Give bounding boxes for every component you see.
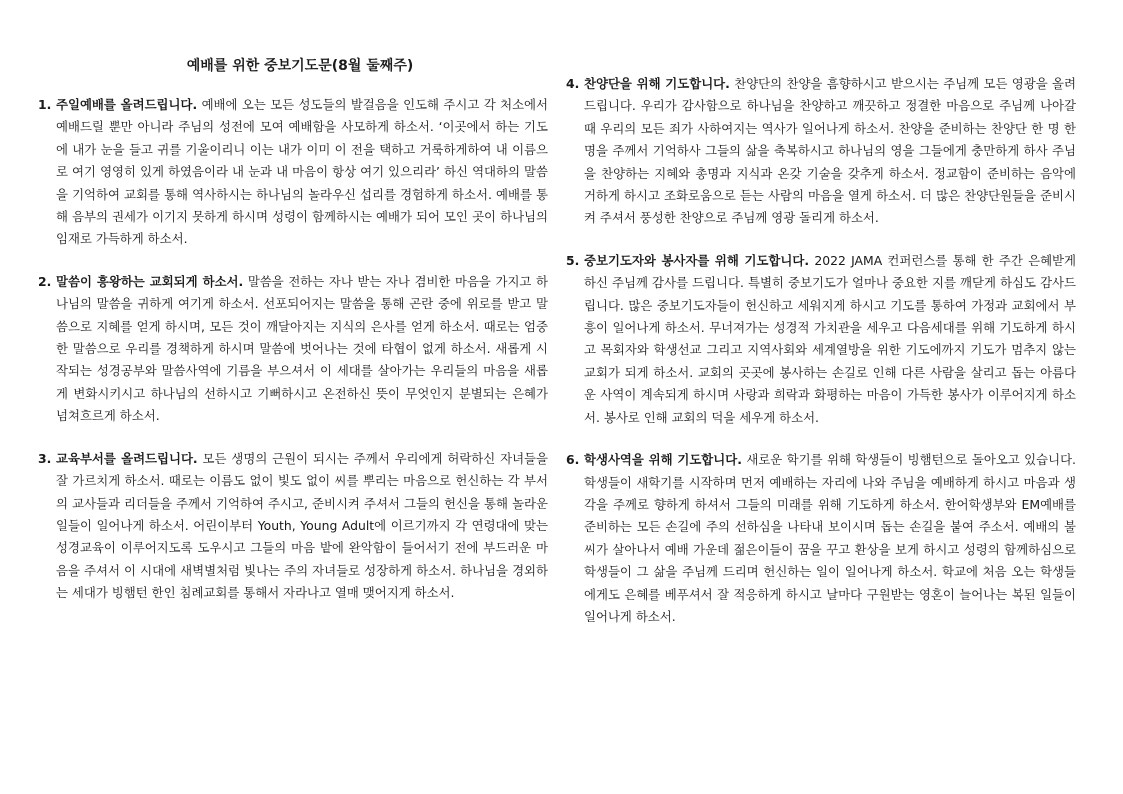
item-number: 6. <box>566 452 580 468</box>
item-body: 2022 JAMA 컨퍼런스를 통해 한 주간 은혜받게 하신 주님께 감사를 드립니다. 특별히 중보기도가 얼마나 중요한 지를 깨닫게 하심도 감사드립니다. 많은 중보기도자들이 헌신하고 세워지게 하시고 기도를 통하여 가정과 교회에서 부흥이 일어나게 하소서. 무너져가는 성경적 가치관을 세우고 다음세대를 위해 기도하게 하시고 목회자와 학생선교 그리고 지역사회와 세계열방을 위한 기도에까지 기도가 멈추지 않는 교회가 되게 하소서. 교회의 곳곳에 봉사하는 손길로 인해 다른 사람을 살리고 돕는 아름다운 사역이 계속되게 하시며 사랑과 희락과 화평하는 마음이 가득한 봉사가 이루어지게 하소서. 봉사로 인해 교회의 덕을 세우게 하소서. <box>584 252 1076 425</box>
prayer-item-3 <box>38 448 548 605</box>
item-heading: 주일예배를 올려드립니다. <box>56 97 198 112</box>
item-heading: 말씀이 흥왕하는 교회되게 하소서. <box>56 273 244 289</box>
item-heading: 찬양단을 위해 기도합니다. <box>584 76 730 91</box>
right-column <box>566 73 1076 648</box>
item-heading: 중보기도자와 봉사자를 위해 기도합니다. <box>584 252 810 268</box>
item-body: 새로운 학기를 위해 학생들이 빙햄턴으로 돌아오고 있습니다. 학생들이 새학기를 시작하며 먼저 예배하는 자리에 나와 주님을 예배하게 하시고 마음과 생각을 주께로 향하게 하셔서 그들의 미래를 위해 기도하게 하소서. 한어학생부와 EM예배를 준비하는 모든 손길에 주의 선하심을 나타내 보이시며 돕는 손길을 붙여 주소서. 예배의 불씨가 살아나서 예배 가운데 젊은이들이 꿈을 꾸고 환상을 보게 하시고 성령의 함께하심으로 학생들이 그 삶을 주님께 드리며 헌신하는 일이 일어나게 하소서. 학교에 처음 오는 학생들에게도 은혜를 베푸셔서 잘 적응하게 하시고 날마다 구원받는 영혼이 늘어나는 복된 일들이 일어나게 하소서. <box>584 452 1076 624</box>
prayer-item-6 <box>566 449 1076 628</box>
prayer-item-4 <box>566 73 1076 230</box>
item-number: 1. <box>38 97 52 112</box>
prayer-item-2 <box>38 271 548 428</box>
item-body: 말씀을 전하는 자나 받는 자나 겸비한 마음을 가지고 하나님의 말씀을 귀하게 여기게 하소서. 선포되어지는 말씀을 통해 곤란 중에 위로를 받고 말씀으로 지혜를 얻게 하시며, 모든 것이 깨달아지는 지식의 은사를 얻게 하소서. 때로는 엄중한 말씀으로 우리를 경책하게 하시며 말씀에 벗어나는 것에 타협이 없게 하소서. 새롭게 시작되는 성경공부와 말씀사역에 기름을 부으셔서 이 세대를 살아가는 우리들의 마음을 새롭게 변화시키시고 하나님의 선하시고 기뻐하시고 온전하신 뜻이 무엇인지 분별되는 은혜가 넘쳐흐르게 하소서. <box>56 273 548 424</box>
item-number: 2. <box>38 273 52 289</box>
item-body: 모든 생명의 근원이 되시는 주께서 우리에게 허락하신 자녀들을 잘 가르치게 하소서. 때로는 이름도 없이 빛도 없이 씨를 뿌리는 마음으로 헌신하는 각 부서의 교사들과 리더들을 주께서 기억하여 주시고, 준비시켜 주셔서 그들의 헌신을 통해 놀라운 일들이 일어나게 하소서. 어린이부터 Youth, Young Adult에 이르기까지 각 연령대에 맞는 성경교육이 이루어지도록 도우시고 그들의 마음 밭에 완악함이 들어서기 전에 부드러운 마음을 주셔서 이 시대에 새벽별처럼 빛나는 주의 자녀들로 성장하게 하소서. 하나님을 경외하는 세대가 빙햄턴 한인 침례교회를 통해서 자라나고 열매 맺어지게 하소서. <box>56 450 548 601</box>
prayer-item-5 <box>566 250 1076 429</box>
item-number: 4. <box>566 76 580 91</box>
item-number: 5. <box>566 252 580 268</box>
item-heading: 교육부서를 올려드립니다. <box>56 450 198 466</box>
prayer-item-1 <box>38 94 548 251</box>
document-title: 예배를 위한 중보기도문(8월 둘째주) <box>186 58 414 74</box>
left-column <box>38 94 548 625</box>
item-number: 3. <box>38 450 52 466</box>
item-body: 찬양단의 찬양을 흠향하시고 받으시는 주님께 모든 영광을 올려 드립니다. 우리가 감사함으로 하나님을 찬양하고 깨끗하고 정결한 마음으로 주님께 나아갈 때 우리의 모든 죄가 사하여지는 역사가 일어나게 하소서. 찬양을 준비하는 찬양단 한 명 한 명을 주께서 기억하사 그들의 삶을 축복하시고 하나님의 영을 그들에게 충만하게 하사 주님을 찬양하는 지혜와 총명과 지식과 온갖 기술을 갖추게 하소서. 정교함이 준비하는 음악에 거하게 하시고 조화로움으로 듣는 사람의 마음을 열게 하소서. 더 많은 찬양단원들을 준비시켜 주셔서 풍성한 찬양으로 주님께 영광 돌리게 하소서. <box>584 76 1076 226</box>
item-body: 예배에 오는 모든 성도들의 발걸음을 인도해 주시고 각 처소에서 예배드릴 뿐만 아니라 주님의 성전에 모여 예배함을 사모하게 하소서. ‘이곳에서 하는 기도에 내가 눈을 들고 귀를 기울이리니 이는 내가 이미 이 전을 택하고 거룩하게하여 내 이름으로 여기 영영히 있게 하였음이라 내 눈과 내 마음이 항상 여기 있으리라’ 하신 역대하의 말씀을 기억하여 교회를 통해 역사하시는 하나님의 놀라우신 섭리를 경험하게 하소서. 예배를 통해 음부의 권세가 이기지 못하게 하시며 성령이 함께하시는 예배가 되어 모인 곳이 하나님의 임재로 가득하게 하소서. <box>56 97 548 247</box>
item-heading: 학생사역을 위해 기도합니다. <box>584 452 742 468</box>
